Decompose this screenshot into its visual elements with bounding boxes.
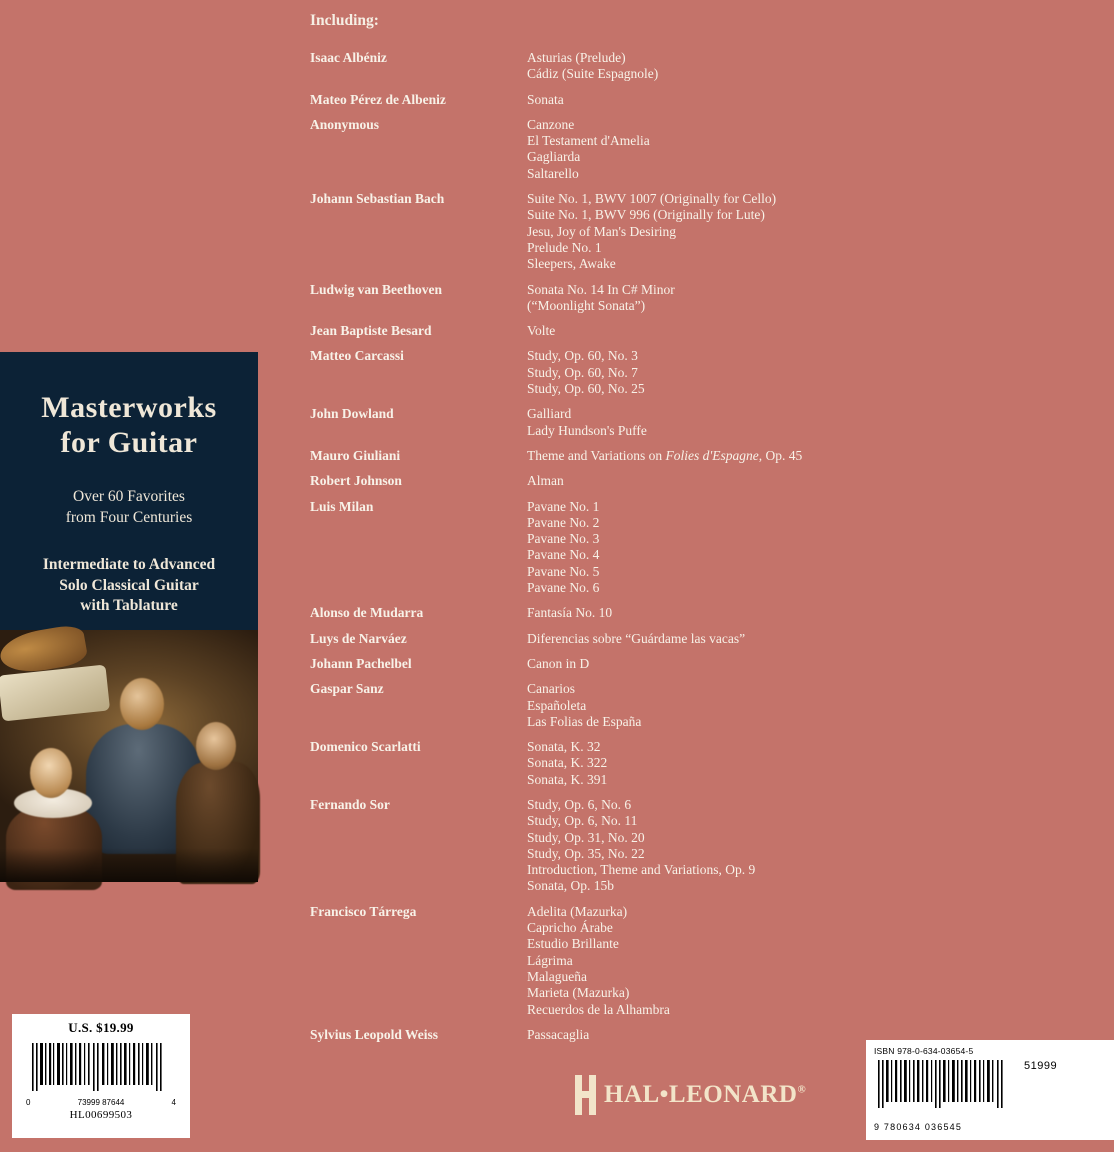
painting-sheet-music [0, 664, 110, 721]
work-title: Sonata No. 14 In C# Minor [527, 281, 675, 297]
work-titles [527, 191, 858, 272]
work-title: Cádiz (Suite Espagnole) [527, 66, 659, 82]
work-title: Introduction, Theme and Variations, Op. 9 [527, 862, 756, 878]
cover-title-block [0, 352, 258, 630]
work-title: Estudio Brillante [527, 936, 619, 952]
contents-list [310, 50, 858, 1052]
work-title: Study, Op. 60, No. 7 [527, 364, 638, 380]
work-title: Adelita (Mazurka) [527, 903, 628, 919]
upc-barcode [26, 1041, 176, 1097]
composer-name: John Dowland [310, 406, 394, 422]
including-label: Including: [310, 12, 379, 29]
price-label: U.S. $19.99 [68, 1020, 134, 1035]
left-column [0, 0, 262, 1152]
work-title: Sonata, Op. 15b [527, 878, 614, 894]
work-title: Marieta (Mazurka) [527, 985, 630, 1001]
composer-name: Luis Milan [310, 498, 374, 514]
composer-name: Fernando Sor [310, 796, 390, 812]
cover-level-line3: with Tablature [80, 597, 178, 615]
book-cover-thumbnail [0, 352, 258, 882]
contents-entry [310, 739, 858, 788]
work-title: Saltarello [527, 165, 579, 181]
work-title: Study, Op. 35, No. 22 [527, 845, 645, 861]
registered-mark: ® [797, 1083, 807, 1096]
contents-entry [310, 282, 858, 315]
work-titles [527, 50, 858, 83]
work-title: Malagueña [527, 968, 587, 984]
composer-name: Matteo Carcassi [310, 348, 404, 364]
work-titles [527, 681, 858, 730]
contents-entry [310, 117, 858, 182]
work-titles [527, 323, 858, 339]
work-title: Fantasía No. 10 [527, 605, 613, 621]
work-title: Lágrima [527, 952, 573, 968]
work-title: Canon in D [527, 655, 590, 671]
upc-digit-right: 4 [171, 1098, 176, 1107]
composer-name: Isaac Albéniz [310, 50, 387, 65]
work-title: Las Folias de España [527, 713, 642, 729]
price-barcode-box [12, 1014, 190, 1138]
composer-name: Mauro Giuliani [310, 447, 401, 463]
work-title: Recuerdos de la Alhambra [527, 1001, 670, 1017]
upc-digit-left: 0 [26, 1098, 31, 1107]
work-title: Pavane No. 5 [527, 563, 600, 579]
work-title: Canzone [527, 116, 575, 132]
upc-digit-mid: 73999 87644 [77, 1098, 125, 1107]
work-title: Sonata, K. 322 [527, 755, 608, 771]
contents-entry [310, 605, 858, 621]
composer-name: Robert Johnson [310, 473, 402, 489]
price-code-label: 51999 [1024, 1060, 1058, 1072]
work-titles [527, 1027, 858, 1043]
work-title: Sonata [527, 91, 564, 107]
work-title: Sonata, K. 391 [527, 771, 608, 787]
painting-figure-right-head [196, 722, 236, 770]
contents-entry [310, 323, 858, 339]
cover-painting [0, 630, 258, 882]
composer-name: Gaspar Sanz [310, 681, 384, 697]
cover-subtitle-favorites [0, 487, 258, 529]
composer-name: Luys de Narváez [310, 630, 407, 646]
ean-barcode-group [874, 1060, 1014, 1132]
composer-name: Ludwig van Beethoven [310, 281, 443, 297]
work-titles [527, 448, 858, 464]
cover-title-line1: Masterworks [41, 391, 217, 424]
cover-title-line2: for Guitar [60, 426, 198, 460]
composer-name: Mateo Pérez de Albeniz [310, 91, 446, 107]
cover-subtitle-line2: from Four Centuries [65, 508, 193, 526]
work-title: Volte [527, 323, 556, 339]
composer-name: Johann Sebastian Bach [310, 191, 445, 207]
work-title: Pavane No. 1 [527, 498, 600, 514]
work-title: Study, Op. 60, No. 25 [527, 381, 645, 397]
contents-entry [310, 348, 858, 397]
ean-barcode [874, 1060, 1014, 1116]
painting-shadow-gradient [0, 848, 258, 882]
work-title: Jesu, Joy of Man's Desiring [527, 223, 677, 239]
composer-name: Francisco Tárrega [310, 903, 417, 919]
work-title: Diferencias sobre “Guárdame las vacas” [527, 630, 746, 646]
work-titles [527, 631, 858, 647]
contents-entry [310, 797, 858, 895]
work-title: Study, Op. 6, No. 11 [527, 813, 638, 829]
work-title: Suite No. 1, BWV 1007 (Originally for Cello) [527, 191, 777, 207]
work-title: Sonata, K. 32 [527, 739, 601, 755]
composer-name: Anonymous [310, 116, 380, 132]
contents-entry [310, 448, 858, 464]
work-titles [527, 92, 858, 108]
publisher-logo [572, 1075, 806, 1115]
back-cover-content [262, 0, 1058, 1152]
cover-level-line2: Solo Classical Guitar [59, 576, 199, 594]
ean-digits: 9 780634 036545 [874, 1122, 963, 1132]
composer-name: Sylvius Leopold Weiss [310, 1026, 439, 1042]
work-title: Capricho Árabe [527, 920, 613, 936]
work-title: (“Moonlight Sonata”) [527, 297, 646, 313]
work-title: Lady Hundson's Puffe [527, 422, 647, 438]
work-titles [527, 348, 858, 397]
isbn-label: ISBN 978-0-634-03654-5 [874, 1046, 974, 1056]
isbn-barcode-box [866, 1040, 1114, 1140]
contents-entry [310, 656, 858, 672]
cover-title [0, 390, 258, 461]
composer-name: Domenico Scarlatti [310, 739, 421, 755]
publisher-name: HAL•LEONARD® [604, 1081, 807, 1108]
work-title: Sleepers, Awake [527, 256, 616, 272]
contents-entry [310, 92, 858, 108]
work-title: Galliard [527, 406, 572, 422]
work-title: Españoleta [527, 697, 587, 713]
work-title: Asturias (Prelude) [527, 50, 626, 65]
painting-figure-center-head [120, 678, 164, 730]
work-title: Study, Op. 6, No. 6 [527, 796, 632, 812]
contents-entry [310, 1027, 858, 1043]
work-titles [527, 473, 858, 489]
work-title: Study, Op. 60, No. 3 [527, 348, 638, 364]
cover-level-line1: Intermediate to Advanced [42, 555, 216, 573]
work-title: Prelude No. 1 [527, 239, 602, 255]
contents-entry [310, 499, 858, 597]
work-titles [527, 282, 858, 315]
item-code: HL00699503 [69, 1109, 133, 1121]
work-title: Pavane No. 6 [527, 580, 600, 596]
work-title: Theme and Variations on Folies d'Espagne, Op. 45 [527, 447, 803, 463]
work-titles [527, 656, 858, 672]
contents-entry [310, 681, 858, 730]
composer-name: Johann Pachelbel [310, 655, 412, 671]
work-titles [527, 797, 858, 895]
work-title: El Testament d'Amelia [527, 133, 650, 149]
contents-entry [310, 50, 858, 83]
work-title: Passacaglia [527, 1026, 590, 1042]
work-title: Pavane No. 3 [527, 531, 600, 547]
composer-name: Jean Baptiste Besard [310, 323, 432, 339]
painting-figure-left-head [30, 748, 72, 798]
work-title: Suite No. 1, BWV 996 (Originally for Lute) [527, 207, 765, 223]
work-title: Study, Op. 31, No. 20 [527, 829, 645, 845]
contents-entry [310, 191, 858, 272]
work-title: Canarios [527, 681, 575, 697]
composer-name: Alonso de Mudarra [310, 605, 424, 621]
contents-entry [310, 904, 858, 1018]
work-titles [527, 904, 858, 1018]
work-title: Gagliarda [527, 149, 581, 165]
work-titles [527, 605, 858, 621]
work-titles [527, 117, 858, 182]
contents-entry [310, 473, 858, 489]
work-titles [527, 499, 858, 597]
work-titles [527, 739, 858, 788]
work-titles [527, 406, 858, 439]
contents-entry [310, 406, 858, 439]
cover-subtitle-line1: Over 60 Favorites [73, 487, 185, 505]
work-title: Alman [527, 473, 564, 489]
work-title: Pavane No. 4 [527, 547, 600, 563]
hal-leonard-mark-icon [572, 1075, 598, 1115]
contents-entry [310, 631, 858, 647]
work-title: Pavane No. 2 [527, 514, 600, 530]
cover-subtitle-level [0, 555, 258, 618]
upc-digits [26, 1098, 176, 1107]
